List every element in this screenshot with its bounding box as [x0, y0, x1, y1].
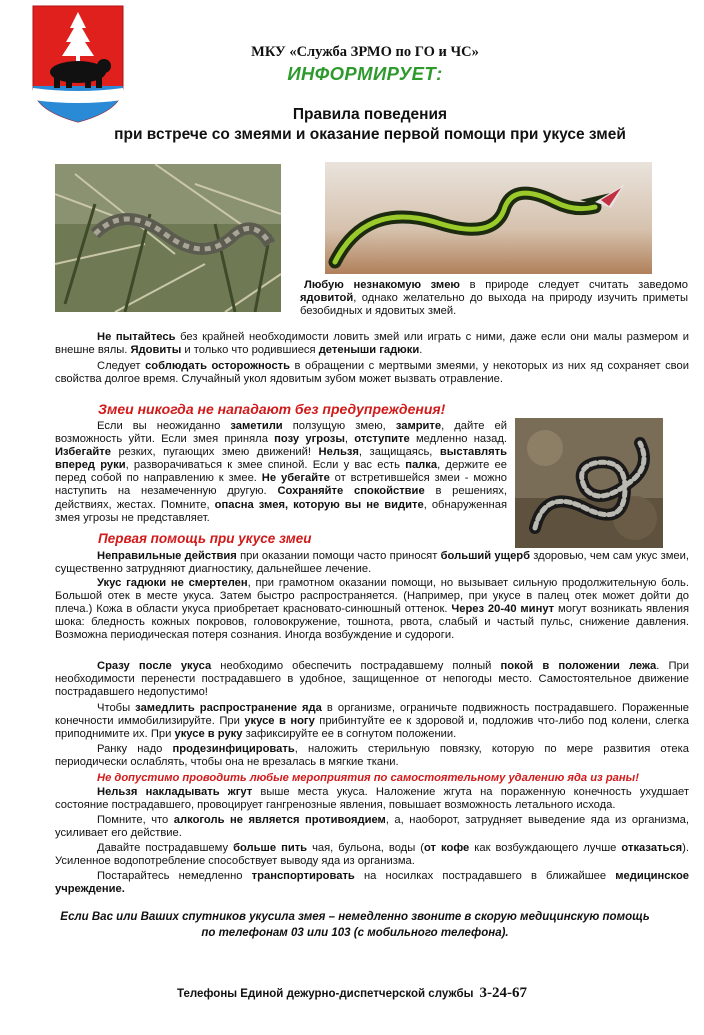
first-aid-heading: Первая помощь при укусе змеи [98, 531, 312, 546]
tourniquet-paragraph: Нельзя накладывать жгут выше места укуса. Наложение жгута на пораженную конечность ухудшает состояние пострадавшего, провоцирует гангренозные явления, повышает возможность летального исхода. [55, 786, 690, 812]
dispatch-phones [0, 985, 704, 1002]
dont-catch-paragraph: Не пытайтесь без крайней необходимости ловить змей или играть с ними, даже если они малы размером и внешне вялы. Ядовиты и только что родившиеся детеныши гадюки. [55, 331, 689, 357]
informs-heading: ИНФОРМИРУЕТ: [287, 63, 443, 84]
viper-on-rock-photo [515, 418, 663, 548]
viper-in-grass-photo [55, 164, 281, 312]
transport-paragraph: Постарайтесь немедленно транспортировать на носилках пострадавшего в ближайшее медицинское учреждение. [55, 870, 689, 896]
disinfect-paragraph: Ранку надо продезинфицировать, наложить стерильную повязку, которую по мере развития отека периодически ослаблять, чтобы она не врезалась в мягкие ткани. [55, 743, 689, 769]
warning-heading: Змеи никогда не нападают без предупреждения! [98, 401, 446, 417]
intro-paragraph: Любую незнакомую змею в природе следует считать заведомо ядовитой, однако желательно до выхода на природу изучить приметы безобидных и ядовитых змей. [300, 279, 688, 318]
green-snake-photo [325, 162, 652, 274]
no-poison-removal-warning: Не допустимо проводить любые мероприятия по самостоятельному удалению яда из раны! [97, 772, 639, 784]
drink-paragraph: Давайте пострадавшему больше пить чая, бульона, воды (от кофе как возбуждающего лучше отказаться). Усиленное водопотребление способствует выводу яда из организма. [55, 842, 689, 868]
encounter-paragraph: Если вы неожиданно заметили ползущую змею, замрите, дайте ей возможность уйти. Если змея приняла позу угрозы, отступите медленно назад. Избегайте резких, пугающих змею движений! Нельзя, защищаясь, выставлять вперед руки, разворачиваться к змее спиной. Если у вас есть палка, держите ее перед собой по направлению к змее. Не убегайте от встретившейся змеи - можно наступить на незамеченную другую. Сохраняйте спокойствие в решениях, действиях, жестах. Помните, опасна змея, которую вы не видите, обнаруженная змея угрозы не представляет. [55, 420, 508, 524]
phones-label: Телефоны Единой дежурно-диспетчерской службы [177, 988, 474, 1000]
slow-poison-paragraph: Чтобы замедлить распространение яда в организме, ограничьте подвижность пострадавшего. Пораженные конечности иммобилизируйте. При укусе в ногу прибинтуйте ее к здоровой и, подложив что-либо под колени, слегка приподнимите их. При укусе в руку зафиксируйте ее в согнутом положении. [55, 702, 690, 741]
emergency-call-notice [40, 909, 670, 941]
emergency-line1: Если Вас или Ваших спутников укусила змея – немедленно звоните в скорую медицинскую помощь [60, 911, 650, 923]
phones-number: 3-24-67 [479, 985, 527, 1001]
wrong-actions-paragraph: Неправильные действия при оказании помощи часто приносят больший ущерб здоровью, чем сам укус змеи, существенно затрудняют диагностику, дальнейшее лечение. [55, 550, 690, 576]
bite-symptoms-paragraph: Укус гадюки не смертелен, при грамотном оказании помощи, но вызывает сильную продолжительную боль. Большой отек в месте укуса. Затем быстро распространяется. (Например, при укусе в палец отек может дойти до плеча.) Кожа в области укуса приобретает красновато-синюшный оттенок. Через 20-40 минут могут возникать явления шока: бледность кожных покровов, головокружение, тошнота, рвота, слабый и частый пульс, снижение давления. Возможна периодическая потеря сознания. Иногда возбуждение и судороги. [55, 577, 690, 642]
emergency-line2: по телефонам 03 или 103 (с мобильного телефона). [201, 927, 509, 939]
organization-name: МКУ «Служба ЗРМО по ГО и ЧС» [251, 44, 479, 60]
page-title-line2: при встрече со змеями и оказание первой помощи при укусе змей [114, 126, 626, 143]
rest-paragraph: Сразу после укуса необходимо обеспечить пострадавшему полный покой в положении лежа. При необходимости перенести пострадавшего в удобное, защищенное от непогоды место. Самостоятельное движение пострадавшего недопустимо! [55, 660, 690, 699]
page-title-line1: Правила поведения [292, 106, 448, 123]
alcohol-paragraph: Помните, что алкоголь не является противоядием, а, наоборот, затрудняет выведение яда из организма, усиливает его действие. [55, 814, 690, 840]
careful-paragraph: Следует соблюдать осторожность в обращении с мертвыми змеями, у некоторых из них яд сохраняет свои свойства долгое время. Случайный укол ядовитым зубом может вызвать отравление. [55, 360, 689, 386]
